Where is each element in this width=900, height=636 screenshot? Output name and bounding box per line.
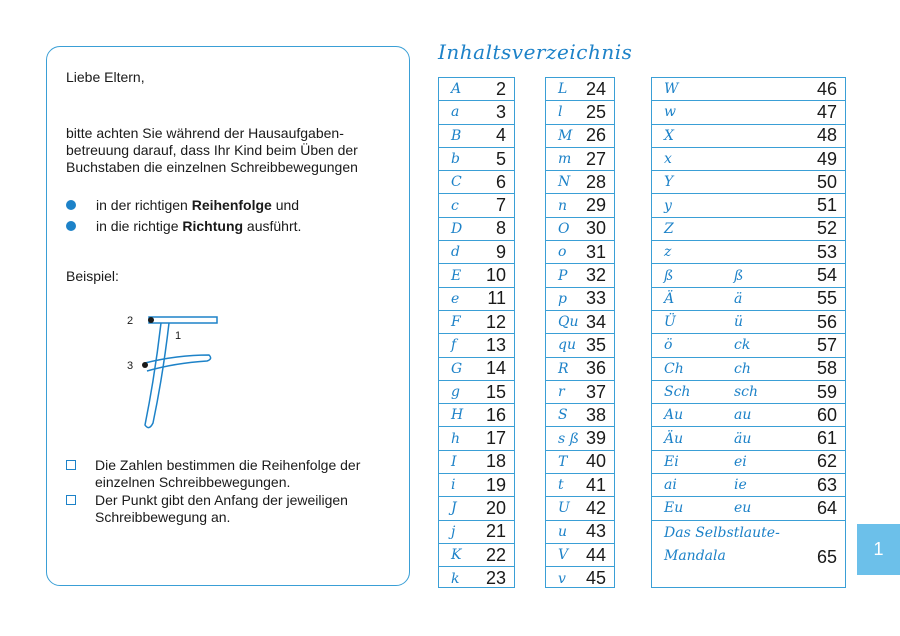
square-bullet-icon — [66, 460, 76, 470]
example-label: Beispiel: — [66, 268, 119, 284]
toc-entry — [546, 171, 614, 194]
page-number: 23 — [485, 568, 506, 589]
script-letter: v — [558, 570, 566, 587]
toc-entry — [546, 148, 614, 171]
page-number: 61 — [816, 428, 837, 449]
page-number: 37 — [585, 381, 606, 402]
toc-entry — [546, 544, 614, 567]
toc-entry — [652, 241, 845, 264]
toc-entry — [439, 194, 514, 217]
script-letter: f — [451, 337, 457, 354]
toc-entry-mandala — [652, 521, 845, 574]
toc-entry — [439, 474, 514, 497]
page-number: 12 — [485, 311, 506, 332]
page-number: 9 — [495, 241, 506, 262]
script-letter: V — [558, 547, 569, 564]
script-letter-lower: sch — [734, 384, 759, 400]
toc-entry — [439, 78, 514, 101]
script-letter: r — [558, 384, 565, 400]
greeting: Liebe Eltern, — [66, 69, 145, 85]
page-number: 55 — [816, 288, 837, 309]
toc-entry — [439, 171, 514, 194]
page-number: 29 — [585, 195, 606, 216]
script-letter-lower: ie — [734, 477, 747, 494]
toc-entry — [652, 451, 845, 474]
script-letter: X — [664, 127, 674, 144]
toc-entry — [439, 404, 514, 427]
toc-entry — [652, 78, 845, 101]
toc-entry — [439, 567, 514, 590]
script-letter: t — [558, 477, 564, 494]
script-letter: T — [558, 453, 568, 470]
intro-text: bitte achten Sie während der Hausaufgabenbetreuung darauf, dass Ihr Kind beim Üben der Buchstaben die einzelnen Schreibbewegungen — [66, 125, 358, 175]
page-number: 44 — [585, 544, 606, 565]
toc-entry — [652, 101, 845, 124]
page-number: 60 — [816, 404, 837, 425]
toc-entry — [652, 171, 845, 194]
bullet-dot-icon — [66, 221, 76, 231]
toc-entry — [652, 497, 845, 520]
script-letter: l — [558, 104, 563, 121]
page-number: 47 — [816, 101, 837, 122]
toc-entry — [546, 474, 614, 497]
page-number: 8 — [495, 218, 506, 239]
script-letter: w — [664, 104, 676, 121]
toc-entry — [439, 497, 514, 520]
script-letter-lower: ü — [734, 314, 744, 331]
toc-entry — [546, 311, 614, 334]
page-number: 62 — [816, 451, 837, 472]
script-letter: K — [451, 547, 462, 564]
toc-entry — [439, 101, 514, 124]
page-number: 22 — [485, 544, 506, 565]
page-number: 4 — [495, 125, 506, 146]
page-number: 27 — [585, 148, 606, 169]
page-number: 14 — [485, 358, 506, 379]
toc-entry — [652, 194, 845, 217]
page-number: 40 — [585, 451, 606, 472]
toc-entry — [652, 264, 845, 287]
script-letter: Qu — [558, 314, 579, 331]
toc-entry — [439, 218, 514, 241]
note-item: Der Punkt gibt den Anfang der jeweiligen Schreibbewegung an. — [66, 492, 365, 526]
toc-entry — [546, 334, 614, 357]
toc-entry — [546, 381, 614, 404]
bullet-item: in die richtige Richtung ausführt. — [66, 216, 301, 237]
page-number: 35 — [585, 334, 606, 355]
page-number: 42 — [585, 497, 606, 518]
parents-letter-box — [46, 46, 410, 586]
page-number: 41 — [585, 474, 606, 495]
toc-entry — [546, 404, 614, 427]
page-number: 5 — [495, 148, 506, 169]
script-letter: n — [558, 197, 568, 214]
script-letter: b — [451, 151, 460, 168]
page-number: 3 — [495, 101, 506, 122]
script-letter: qu — [558, 337, 576, 354]
page-number: 28 — [585, 171, 606, 192]
toc-column-2 — [545, 77, 615, 588]
bullet-item: in der richtigen Reihenfolge und — [66, 195, 301, 216]
script-letter: C — [451, 174, 462, 191]
page-number: 46 — [816, 78, 837, 99]
bold-term: Richtung — [182, 218, 244, 234]
script-letter: S — [558, 407, 568, 424]
script-letter-lower: eu — [734, 500, 752, 517]
script-letter: p — [558, 290, 567, 307]
toc-entry — [546, 264, 614, 287]
toc-entry — [546, 194, 614, 217]
toc-entry — [546, 101, 614, 124]
script-letter: c — [451, 197, 459, 214]
page-number: 33 — [585, 288, 606, 309]
script-letter: ai — [664, 477, 677, 494]
script-letter: D — [451, 220, 463, 237]
bold-term: Reihenfolge — [191, 197, 272, 213]
toc-entry — [652, 381, 845, 404]
toc-entry — [546, 288, 614, 311]
page-number: 39 — [585, 428, 606, 449]
script-letter-lower: ß — [734, 267, 744, 284]
script-letter: u — [558, 523, 568, 540]
script-letter: H — [451, 407, 464, 424]
page-number: 45 — [585, 568, 606, 589]
mandala-title-line1: Das Selbstlaute- — [664, 524, 780, 541]
page-number: 2 — [495, 78, 506, 99]
script-letter: Ei — [664, 453, 679, 470]
page-number: 7 — [495, 195, 506, 216]
toc-entry — [652, 474, 845, 497]
toc-entry — [652, 125, 845, 148]
script-letter: L — [558, 81, 568, 98]
toc-entry — [439, 241, 514, 264]
script-letter: U — [558, 500, 570, 517]
script-letter: B — [451, 127, 462, 144]
toc-entry — [546, 358, 614, 381]
script-letter: Sch — [664, 384, 691, 400]
script-letter: O — [558, 220, 570, 237]
page-number: 15 — [485, 381, 506, 402]
page-number: 25 — [585, 101, 606, 122]
toc-entry — [439, 334, 514, 357]
toc-entry — [439, 288, 514, 311]
toc-entry — [652, 358, 845, 381]
page-number: 58 — [816, 358, 837, 379]
script-letter: o — [558, 244, 567, 261]
script-letter: h — [451, 430, 461, 447]
page-number-tab: 1 — [857, 524, 900, 575]
script-letter: Äu — [664, 430, 684, 447]
toc-title: Inhaltsverzeichnis — [438, 40, 633, 64]
toc-entry — [439, 451, 514, 474]
script-letter: G — [451, 360, 463, 377]
page-number: 38 — [585, 404, 606, 425]
letter-f-stroke-svg — [117, 305, 227, 435]
toc-entry — [546, 218, 614, 241]
page-number: 36 — [585, 358, 606, 379]
page-number: 21 — [485, 521, 506, 542]
toc-column-3 — [651, 77, 846, 588]
script-letter: A — [451, 81, 462, 98]
page-number: 17 — [485, 428, 506, 449]
script-letter-lower: ch — [734, 360, 751, 377]
script-letter: E — [451, 267, 462, 284]
script-letter: x — [664, 151, 672, 168]
page-number: 54 — [816, 265, 837, 286]
toc-entry — [546, 125, 614, 148]
script-letter: a — [451, 104, 460, 121]
script-letter: m — [558, 151, 572, 168]
page-number: 19 — [485, 474, 506, 495]
toc-entry — [546, 521, 614, 544]
script-letter-lower: äu — [734, 430, 752, 447]
toc-entry — [546, 78, 614, 101]
script-letter: M — [558, 127, 573, 144]
toc-entry — [652, 288, 845, 311]
toc-entry — [546, 241, 614, 264]
script-letter: I — [451, 453, 457, 470]
letter-f-stroke-diagram — [117, 305, 227, 440]
page-number: 6 — [495, 171, 506, 192]
page-number: 57 — [816, 334, 837, 355]
toc-entry — [652, 148, 845, 171]
page-number: 50 — [816, 171, 837, 192]
page-number: 32 — [585, 265, 606, 286]
toc-entry — [546, 497, 614, 520]
script-letter: k — [451, 570, 460, 587]
script-letter: F — [451, 314, 461, 331]
script-letter: z — [664, 244, 672, 261]
script-letter-lower: ä — [734, 290, 743, 307]
script-letter: ö — [664, 337, 673, 354]
toc-entry — [439, 358, 514, 381]
page-number: 49 — [816, 148, 837, 169]
toc-entry — [439, 381, 514, 404]
page-number: 56 — [816, 311, 837, 332]
stroke-marker-2: 2 — [127, 315, 134, 327]
toc-entry — [546, 451, 614, 474]
toc-entry — [439, 427, 514, 450]
page-number: 10 — [485, 265, 506, 286]
page-number: 34 — [585, 311, 606, 332]
script-letter-lower: ck — [734, 337, 751, 354]
script-letter-lower: au — [734, 407, 752, 424]
script-letter: Z — [664, 220, 674, 237]
page-number: 52 — [816, 218, 837, 239]
script-letter: s ß — [558, 430, 579, 447]
script-letter: i — [451, 477, 456, 494]
script-letter: Ü — [664, 314, 676, 331]
script-letter: y — [664, 197, 672, 214]
script-letter: W — [664, 81, 679, 98]
toc-entry — [439, 544, 514, 567]
toc-entry — [652, 404, 845, 427]
script-letter: d — [451, 244, 460, 261]
page-number: 63 — [816, 474, 837, 495]
script-letter: Y — [664, 174, 674, 191]
stroke-marker-1: 1 — [175, 330, 182, 342]
script-letter: R — [558, 360, 569, 377]
script-letter: Eu — [664, 500, 684, 517]
square-bullet-icon — [66, 495, 76, 505]
script-letter: g — [451, 384, 460, 400]
toc-entry — [652, 334, 845, 357]
toc-entry — [439, 148, 514, 171]
notes-list — [66, 457, 365, 526]
mandala-title-line2: Mandala — [664, 547, 726, 564]
script-letter: P — [558, 267, 568, 284]
toc-entry — [546, 567, 614, 590]
script-letter: J — [451, 500, 457, 517]
page-number: 31 — [585, 241, 606, 262]
script-letter: N — [558, 174, 571, 191]
page-number: 18 — [485, 451, 506, 472]
page-number: 53 — [816, 241, 837, 262]
page-number: 24 — [585, 78, 606, 99]
script-letter: Au — [664, 407, 684, 424]
page-number: 11 — [487, 288, 506, 309]
bullet-list — [66, 195, 301, 237]
toc-entry — [439, 521, 514, 544]
bullet-dot-icon — [66, 200, 76, 210]
script-letter: Ch — [664, 360, 684, 377]
page-number: 64 — [816, 497, 837, 518]
toc-entry — [439, 311, 514, 334]
toc-entry — [652, 427, 845, 450]
toc-entry — [652, 218, 845, 241]
toc-column-1 — [438, 77, 515, 588]
toc-entry — [439, 264, 514, 287]
toc-entry — [546, 427, 614, 450]
page-number: 30 — [585, 218, 606, 239]
toc-entry — [439, 125, 514, 148]
page-number: 20 — [485, 497, 506, 518]
toc-entry — [652, 311, 845, 334]
note-item: Die Zahlen bestimmen die Reihenfolge der einzelnen Schreibbewegungen. — [66, 457, 365, 491]
stroke-marker-3: 3 — [127, 360, 134, 372]
script-letter: e — [451, 290, 460, 307]
page-number: 43 — [585, 521, 606, 542]
page-number: 13 — [485, 334, 506, 355]
page-number: 48 — [816, 125, 837, 146]
page-number: 51 — [816, 195, 837, 216]
script-letter: Ä — [664, 290, 675, 307]
page-number: 65 — [816, 546, 837, 567]
page-number: 26 — [585, 125, 606, 146]
page-number: 59 — [816, 381, 837, 402]
script-letter: ß — [664, 267, 674, 284]
page-number: 16 — [485, 404, 506, 425]
script-letter: j — [451, 523, 456, 540]
script-letter-lower: ei — [734, 453, 747, 470]
